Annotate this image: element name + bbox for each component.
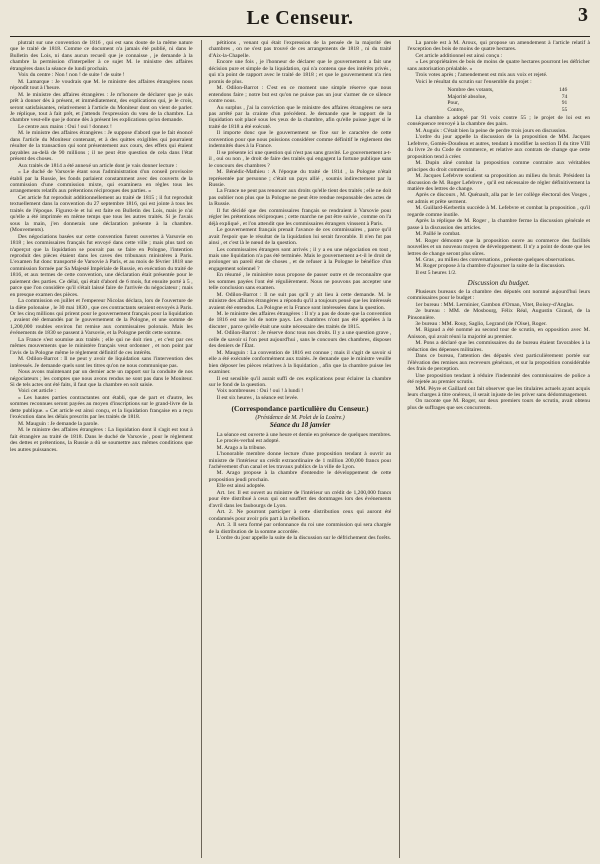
paragraph: M. Jacques Lefebvre soutient sa proposition au milieu du bruit. Président la discussion de M. Roger Lefebvre , qu'il est nécessaire de régler définitivement la matière des lettres de change.: [407, 173, 590, 192]
paragraph: La commission en juillet et l'empereur Nicolas déclara, lors de l'ouverture de la diète polonaise , le 30 mai 1830 , que ces contractants seraient envoyés à Paris. Or les cinq millions qui prirent pour le gouvernement français pour la liquidation , avaient été demandés par le gouvernement de la Pologne, et une somme de 1,200,000 roubles environ fut remise aux commissaires polonais. Mais les événements de 1830 se passent à Varsovie, et la Pologne perdit cette somme.: [10, 298, 193, 337]
paragraph: M. Lamarque : Je voudrais que M. le ministre des affaires étrangères nous répondît tout à l'heure.: [10, 78, 193, 92]
paragraph: Elle est ainsi adoptée.: [216, 483, 266, 490]
paragraph: Cet article additionnel est ainsi conçu :: [415, 52, 503, 59]
paragraph: Il importe donc que le gouvernement se fixe sur le caractère de cette convention pour que nous puissions considérer comme définitif le règlement des indemnités dues à la France.: [208, 130, 392, 150]
paragraph: On raconte que M. Roger, sur deux premiers tours de scrutin, avait obtenu plus de suffrages que ses concurrents.: [407, 398, 590, 411]
paragraph: M. Pons a déclaré que les commissaires du 4e bureau étaient favorables à la réduction des dépenses militaires.: [407, 340, 590, 353]
masthead: [10, 6, 590, 37]
column-middle: [201, 40, 392, 858]
vote-value: 55: [561, 106, 568, 113]
paragraph: L'ordre du jour appelle la suite de la discussion sur le défrichement des forêts.: [216, 534, 392, 541]
vote-label: Pour,: [447, 100, 460, 107]
paragraph: Au surplus , j'ai la conviction que le ministre des affaires étrangères ne sera pas arrêté par la crainte d'un précédent. Je demande que le rapport de la liquidation soit placé sous les yeux de la chambre, afin qu'elle puisse juger si le traité de 1818 a été exécuté.: [208, 104, 392, 130]
paragraph: La chambre a adopté par 91 voix contre 55 ; le projet de loi est en conséquence renvoyé à la chambre des pairs.: [407, 114, 590, 128]
paragraph: Art. 2. Ne pourront participer à cette distribution ceux qui auront été condamnés pour avoir pris part à la rébellion.: [208, 509, 392, 522]
vote-value: 146: [558, 87, 568, 94]
paragraph: Art. 1er. Il est ouvert au ministre de l'intérieur un crédit de 1,200,000 francs pour être distribué à ceux qui ont souffert des dommages lors des événements d'avril dans les faubourgs de Lyon.: [208, 489, 392, 509]
paragraph: M. Odilon-Barrot : Il ne suit pas qu'il y ait lieu à cette demande. M. le ministre des affaires étrangères a répondu qu'il a toujours pensé que les intéressés avaient été entendus. La Pologne et la France sont intéressées dans la question.: [208, 291, 392, 311]
vote-label: Contre,: [447, 106, 464, 113]
paragraph: Une proposition tendant à réduire l'indemnité des commissaires de police a été rejetée au premier scrutin.: [407, 372, 590, 386]
paragraph: M. le ministre des affaires étrangères : La liquidation dont il s'agit est tout à fait étrangère au traité de 1818. Dans le duché de Varsovie , pour le règlement des dettes et prétentions, la Russie a dû se soumettre aux mêmes conditions que les autres puissances.: [10, 427, 193, 453]
seance-heading: Séance du 18 janvier: [269, 421, 331, 430]
paragraph: Voix du centre : Non ! non ! de suite ! de suite !: [18, 72, 125, 79]
paragraph: M. le ministre des affaires étrangères : Il n'y a pas de doute que la convention de 1816 est une loi de notre pays. Les chambres n'ont pas été appelées à la discuter , parce qu'elle était une suite nécessaire des traités de 1815.: [208, 311, 392, 330]
paragraph: Il fut décidé que des commissaires français se rendraient à Varsovie pour régler les prétentions réciproques ; cette marche ne put être suivie , comme on l'a déjà expliqué , et l'on attendit que les commissaires étrangers vinssent à Paris.: [208, 207, 392, 227]
paragraph: M. Mauguin : La convention de 1816 est connue ; mais il s'agit de savoir si elle a été exécutée conformément aux traités. Je demande que le ministre veuille bien déposer les pièces relatives à la liquidation , afin que la chambre puisse les examiner.: [208, 349, 392, 376]
paragraph: Trois votes après ; l'amendement est mis aux voix et rejeté.: [415, 72, 548, 79]
paragraph: Plusieurs bureaux de la chambre des députés ont nommé aujourd'hui leurs commissaires pour le budget :: [407, 288, 590, 302]
section-subheading: (Présidence de M. Polet de la Lozère.): [255, 414, 345, 421]
paragraph: MM. Pèyre et Gaillard ont fait observer que les titulaires actuels ayant acquis leurs charges à titre onéreux, il serait injuste de les priver sans dédommagement.: [407, 385, 590, 399]
vote-value: 91: [561, 100, 568, 107]
paragraph: « Le duché de Varsovie étant sous l'administration d'un conseil provisoire établi par la Russie, les fonds parlaient constamment avec des couverts de la commission d'une commission mixte, qui examinera en règles tous les arrangements relatifs aux prétentions réciproques des parties. »: [10, 169, 193, 195]
paragraph: M. Dupin aîné combat la proposition comme contraire aux véritables principes du droit commercial.: [407, 160, 590, 173]
paragraph: Le procès-verbal est adopté.: [216, 438, 280, 445]
paragraph: M. le ministre des affaires étrangères : Je m'honore de déclarer que je suis prêt à donner dès à présent, et immédiatement, des explications qui, je le crois, seront satisfaisantes, relativement à l'article du Moniteur dont on vient de parler. Je réplique, tout à fait prêt, et j'attends l'expression du vœu de la chambre. La chambre veut-elle que je donne dès à présent les explications qu'on demande.: [10, 91, 193, 124]
paragraph: La France s'est soumise aux traités ; elle qui ne doit rien , et c'est par ces mêmes mouvements que le ministère français veut ordonner , et non point par l'avis de la Pologne même le règlement définitif de ces intérêts.: [10, 336, 193, 356]
paragraph: 1er bureau : MM. Lerminier, Gambon d'Ornan, Vitet, Boissy-d'Anglas.: [415, 301, 575, 308]
paragraph: L'honorable membre donne lecture d'une proposition tendant à ouvrir au ministre de l'intérieur un crédit extraordinaire de 1 million 200,000 francs pour l'achèvement d'un canal et les travaux publics de la ville de Lyon.: [208, 451, 392, 470]
paragraph: Voici le résultat du scrutin sur l'ensemble du projet :: [415, 78, 532, 85]
paragraph: La France ne peut pas renoncer aux droits qu'elle tient des traités ; elle ne doit pas oublier non plus que la Pologne ne peut être rendue responsable des actes de la Russie.: [208, 188, 392, 208]
paragraph: Encore une fois , je l'honneur de déclarer que le gouvernement a fait une décision pure et simple de la liquidation, qui n'a contenu que des intérêts privés , qui n'a point de rapport avec le traité de 1818 ; et que le gouvernement n'a rien promis de plus.: [208, 59, 392, 85]
discussion-heading: Discussion du budget.: [467, 279, 530, 288]
paragraph: Il est 5 heures 1/2.: [415, 269, 457, 276]
paragraph: M. Odilon-Barrot : Je réserve donc tous nos droits. Il y a une question grave , celle de savoir si l'on peut aujourd'hui , sans le concours des chambres, disposer des deniers de l'État.: [208, 330, 392, 350]
paragraph: M. Odilon-Barrot : C'est en ce moment une simple réserve que nous entendons faire ; notre but est qu'on ne puisse pas un jour s'armer de ce silence contre nous.: [208, 85, 392, 105]
paragraph: M. Paillé le combat.: [415, 231, 461, 238]
article-columns: [10, 40, 590, 858]
paragraph: La séance est ouverte à une heure et demie en présence de quelques membres.: [216, 431, 392, 438]
paragraph: Il est six heures , la séance est levée.: [216, 394, 299, 401]
paragraph: M. Mauguin : Je demande la parole.: [18, 420, 99, 427]
paragraph: Art. 3. Il sera formé par ordonnance du roi une commission qui sera chargée de la distribution de la somme accordée.: [208, 522, 392, 535]
paragraph: M. Gras , au milieu des conversations , présente quelques observations.: [415, 256, 576, 263]
paragraph: Des négociations basées sur cette convention furent ouvertes à Varsovie en 1818 ; les commissaires français fut envoyé dans cette ville ; mais plus tard on n'aperçut que la liquidation se pouvait pas se faire en Pologne, l'intention reproduit des pièces étaient dans les caves des tribunaux ministères à Paris. L'examen fut donc transporté de Varsovie à Paris, et au mois de février 1818 une commission formée par Sa Majesté Impériale de Russie, en exécution du traité de 1816, et aux termes de cette convention, une déclaration était présentée pour le paiement des parties. Ce délai, qui était d'abord de 6 mois, fut ensuite porté à 5 , parce que l'on considère qu'il s'était laissé faire de l'arrivée du négociateur ; mais en presque examen des pièces.: [10, 233, 193, 298]
paragraph: M. Roger démontre que la proposition ouvre au commerce des facilités nouvelles et un nouveau moyen de développement. Il n'y a point de doute que les lettres de change seront plus sûres.: [407, 237, 590, 257]
paragraph: M. Odilon-Barrot : Il ne peut y avoir de liquidation sans l'intervention des intéressés. Je demande quels sont les titres qu'on ne nous communique pas.: [10, 356, 193, 369]
paragraph: L'ordre du jour appelle la discussion de la proposition de MM. Jacques Lefebvre, Gomès-Doudeau et autres, tendant à modifier la section II du titre VIII du livre 2e du Code de commerce, et relative aux contrats de change que cette proposition tend à créer.: [407, 134, 590, 160]
paragraph: M. Arago a la tribune.: [216, 444, 267, 451]
paragraph: Le centre aux mains : Oui ! oui ! donnez !: [18, 123, 112, 130]
paragraph: Cet article fut reproduit additionnellement au traité de 1815 ; il fut reproduit textuellement dans la convention du 27 septembre 1816, qui est jointe à tous les traités de l'époque. Figurez-le et lui est faite en Bulletin des Lois, mais je n'ai qu'elle a été imprimée en même temps que tous les autres traités. Si je l'avais sous la main, j'en donnerais une déclaration présente à la chambre. (Mouvements).: [10, 194, 193, 234]
vote-label: Nombre des votants,: [447, 87, 494, 94]
vote-value: 74: [561, 93, 568, 100]
column-left: [10, 40, 193, 858]
paragraph: Après ce discours , M. Quénault, alla par le 1er collège électoral des Vosges , est admis et prête serment.: [407, 192, 590, 205]
paragraph: Il est sensible qu'il aurait suffi de ces explications pour éclairer la chambre sur le fond de la question.: [208, 375, 392, 389]
paragraph: M. Rigaud a été nommé au second tour de scrutin, en opposition avec M. Anisson, qui avait réuni la majorité au premier.: [407, 327, 590, 340]
paragraph: En résumé , le ministère nous propose de passer outre et de reconnaître que les sommes payées l'ont été régulièrement. Nous ne pouvons pas accepter une telle conclusion sans examen.: [208, 272, 392, 292]
paragraph: Aux traités de 1814 a été annexé un article dont je vais donner lecture :: [18, 162, 178, 169]
paragraph: M. Arago propose à la chambre d'entendre le développement de cette proposition jeudi prochain.: [208, 470, 392, 483]
paragraph: Voici cet article :: [18, 388, 56, 395]
paragraph: 3e bureau : MM. Rouy, Saglio, Legrand (de l'Oise), Roger.: [415, 321, 547, 328]
vote-results: [447, 87, 567, 113]
paragraph: Les commissaires étrangers sont arrivés ; il y a eu une négociation en tout , mais une liquidation n'a pas été terminée. Mais le gouvernement a-t-il le droit de prolonger un pareil état de choses , et de refuser à la Pologne le bénéfice d'un engagement solennel ?: [208, 246, 392, 272]
paragraph: plutrait sur une convention de 1816 , qui est sans doute de la même nature que le traité de 1818. Comme ce document n'a jamais été publié, ni dans le Bulletin des Lois, ni dans aucun recueil que je connaisse , je demande à la chambre la permission d'interpeller à ce sujet M. le ministre des affaires étrangères dans la séance de lundi prochain.: [10, 40, 193, 72]
paragraph: M. le ministre des affaires étrangères : Je suppose d'abord que le fait énoncé dans l'article du Moniteur contenant, et à des quittes exigibles qui pourraient résulter de la transaction qui sont présentement aux cours, des effets qui étaient payables au-delà de 90 millions ; il ne peut être question de cela dans l'état présent des choses.: [10, 130, 193, 163]
paragraph: Voix nombreuses : Oui ! oui ! à lundi !: [216, 388, 304, 395]
column-right: [399, 40, 590, 858]
section-heading: (Correspondance particulière du Censeur.): [231, 404, 369, 414]
vote-label: Majorité absolue,: [447, 93, 487, 100]
paragraph: Après la réplique de M. Roger , la chambre ferme la discussion générale et passe à la discussion des articles.: [407, 218, 590, 231]
paragraph: M. Bénédic-Mathieu : A l'époque du traité de 1814 , la Pologne n'était représentée par personne ; c'était un pays allié , soumis indirectement par la Russie.: [208, 169, 392, 188]
page-number: 3: [578, 4, 588, 26]
paragraph: Dans ce bureau, l'attention des députés s'est particulièrement portée sur l'élévation des remises aux receveurs généraux, et sur la proposition considérable des frais de perception.: [407, 353, 590, 373]
newspaper-title: Le Censeur.: [246, 7, 354, 29]
paragraph: Nous avons maintenant par un dernier acte un rapport sur la conduite de nos négociateurs ; les comptes que nous avons rendus ne sont pas dans le Moniteur. Si de tels actes ont été faits, il faut que la chambre en soit saisie.: [10, 369, 193, 389]
paragraph: M. Roger propose à la chambre d'ajourner la suite de la discussion.: [415, 263, 566, 270]
paragraph: M. Auguis : C'était bien la peine de perdre trois jours en discussion.: [415, 127, 567, 134]
vote-row: [447, 107, 567, 113]
paragraph: La parole est à M. Aroux, qui propose un amendement à l'article relatif à l'exception des bois de moins de quatre hectares.: [407, 40, 590, 53]
paragraph: Le gouvernement français prenait l'avance de ces commissaires , parce qu'il avait l'espoir que le résultat de la liquidation lui serait favorable. Il n'en fut pas ainsi , et c'est là le nœud de la question.: [208, 227, 392, 247]
paragraph: « Les propriétaires de bois de moins de quatre hectares pourront les défricher sans autorisation préalable. »: [407, 59, 590, 72]
paragraph: « Les hautes parties contractantes ont établi, que de part et d'autre, les sommes reconnues seront payées au moyen d'inscriptions sur le grand-livre de la dette publique. » Cet article est ainsi conçu, et la liquidation française en a reçu l'exécution dans les délais prescrits par les traités de 1818.: [10, 394, 193, 421]
paragraph: 2e bureau : MM. de Mosbourg, Félix Réal, Augustin Giraud, de la Pinsonnière.: [407, 308, 590, 321]
paragraph: Il se présente ici une question qui n'est pas sans gravité. Le gouvernement a-t-il , oui ou non , le droit de faire des traités qui engagent la fortune publique sans le concours des chambres ?: [208, 149, 392, 169]
paragraph: M. Guillard-Kerbertin succède à M. Lefebvre et combat la proposition , qu'il regarde comme inutile.: [407, 205, 590, 218]
paragraph: pétitions , venant qui était l'expression de la pensée de la majorité des chambres , on ne s'est pas trouvé de ces arrangements de 1818 , ni du traité d'Aix-la-Chapelle.: [208, 40, 392, 59]
